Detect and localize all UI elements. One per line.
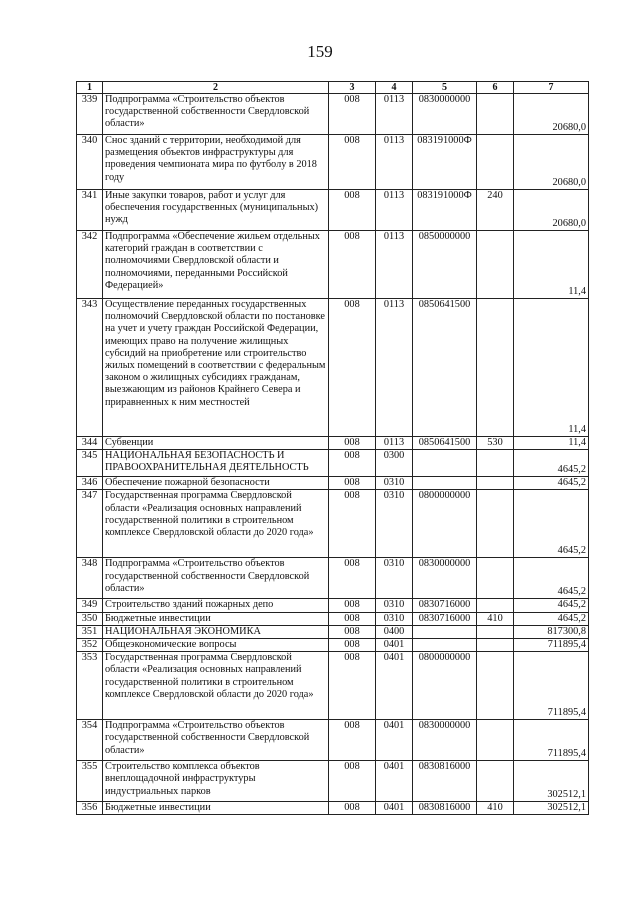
table-row — [77, 231, 589, 299]
budget-table — [76, 81, 589, 815]
row-number-cell: 348 — [77, 558, 103, 599]
ministry-code-cell: 008 — [329, 720, 376, 761]
row-number-cell: 350 — [77, 612, 103, 625]
row-name-cell: Подпрограмма «Строительство объектов государственной собственности Свердловской области» — [103, 94, 329, 135]
table-row — [77, 190, 589, 231]
table-row — [77, 299, 589, 437]
table-row — [77, 802, 589, 815]
table-row — [77, 639, 589, 652]
expense-type-cell: 240 — [477, 190, 514, 231]
target-article-cell — [413, 450, 477, 477]
expense-type-cell: 410 — [477, 612, 514, 625]
ministry-code-cell: 008 — [329, 94, 376, 135]
target-article-cell: 0830000000 — [413, 94, 477, 135]
amount-cell: 711895,4 — [514, 639, 589, 652]
expense-type-cell — [477, 299, 514, 437]
expense-type-cell: 410 — [477, 802, 514, 815]
row-number-cell: 344 — [77, 437, 103, 450]
table-row — [77, 94, 589, 135]
amount-cell: 302512,1 — [514, 802, 589, 815]
target-article-cell: 0830816000 — [413, 802, 477, 815]
page-number: 159 — [307, 42, 333, 61]
row-number-cell: 340 — [77, 135, 103, 190]
section-code-cell: 0401 — [376, 761, 413, 802]
row-name-cell: Снос зданий с территории, необходимой для размещения объектов инфраструктуры для проведения чемпионата мира по футболу в 2018 году — [103, 135, 329, 190]
section-code-cell: 0310 — [376, 612, 413, 625]
target-article-cell — [413, 625, 477, 638]
amount-cell: 711895,4 — [514, 652, 589, 720]
expense-type-cell — [477, 761, 514, 802]
target-article-cell: 0830816000 — [413, 761, 477, 802]
expense-type-cell — [477, 652, 514, 720]
section-code-cell: 0113 — [376, 231, 413, 299]
ministry-code-cell: 008 — [329, 599, 376, 612]
ministry-code-cell: 008 — [329, 612, 376, 625]
ministry-code-cell: 008 — [329, 652, 376, 720]
target-article-cell: 083191000Ф — [413, 190, 477, 231]
expense-type-cell — [477, 94, 514, 135]
amount-cell: 4645,2 — [514, 558, 589, 599]
row-name-cell: Подпрограмма «Обеспечение жильем отдельных категорий граждан в соответствии с полномочиями Свердловской области и полномочиями, переданными Российской Федерацией» — [103, 231, 329, 299]
row-name-cell: Иные закупки товаров, работ и услуг для обеспечения государственных (муниципальных) нужд — [103, 190, 329, 231]
row-number-cell: 352 — [77, 639, 103, 652]
row-name-cell: Подпрограмма «Строительство объектов государственной собственности Свердловской области» — [103, 558, 329, 599]
section-code-cell: 0300 — [376, 450, 413, 477]
column-header: 5 — [413, 82, 477, 94]
amount-cell: 11,4 — [514, 437, 589, 450]
section-code-cell: 0401 — [376, 652, 413, 720]
table-row — [77, 761, 589, 802]
table-row — [77, 612, 589, 625]
table-row — [77, 652, 589, 720]
section-code-cell: 0113 — [376, 94, 413, 135]
table-row — [77, 477, 589, 490]
target-article-cell — [413, 639, 477, 652]
table-row — [77, 599, 589, 612]
ministry-code-cell: 008 — [329, 639, 376, 652]
expense-type-cell: 530 — [477, 437, 514, 450]
amount-cell: 302512,1 — [514, 761, 589, 802]
section-code-cell: 0400 — [376, 625, 413, 638]
section-code-cell: 0401 — [376, 639, 413, 652]
amount-cell: 4645,2 — [514, 599, 589, 612]
amount-cell: 711895,4 — [514, 720, 589, 761]
amount-cell: 4645,2 — [514, 477, 589, 490]
row-name-cell: Подпрограмма «Строительство объектов государственной собственности Свердловской области» — [103, 720, 329, 761]
table-row — [77, 450, 589, 477]
amount-cell: 11,4 — [514, 231, 589, 299]
expense-type-cell — [477, 477, 514, 490]
column-header: 3 — [329, 82, 376, 94]
row-name-cell: Строительство зданий пожарных депо — [103, 599, 329, 612]
row-number-cell: 355 — [77, 761, 103, 802]
target-article-cell: 0850641500 — [413, 299, 477, 437]
row-name-cell: Субвенции — [103, 437, 329, 450]
target-article-cell: 0800000000 — [413, 490, 477, 558]
ministry-code-cell: 008 — [329, 761, 376, 802]
amount-cell: 20680,0 — [514, 190, 589, 231]
ministry-code-cell: 008 — [329, 299, 376, 437]
row-number-cell: 353 — [77, 652, 103, 720]
row-number-cell: 351 — [77, 625, 103, 638]
expense-type-cell — [477, 135, 514, 190]
amount-cell: 4645,2 — [514, 612, 589, 625]
section-code-cell: 0310 — [376, 558, 413, 599]
row-name-cell: Осуществление переданных государственных полномочий Свердловской области по постановке на учет и учету граждан Российской Федерации, имеющих право на получение жилищных субсидий на приобретение или строительство жилых помещений в соответствии с федеральным законом о жилищных субсидиях гражданам, выезжающим из районов Крайнего Севера и приравненных к ним местностей — [103, 299, 329, 437]
row-name-cell: Государственная программа Свердловской области «Реализация основных направлений государственной политики в строительном комплексе Свердловской области до 2020 года» — [103, 652, 329, 720]
ministry-code-cell: 008 — [329, 190, 376, 231]
row-number-cell: 342 — [77, 231, 103, 299]
table-row — [77, 490, 589, 558]
row-number-cell: 343 — [77, 299, 103, 437]
header-row — [77, 82, 589, 94]
target-article-cell — [413, 477, 477, 490]
table-row — [77, 720, 589, 761]
row-number-cell: 347 — [77, 490, 103, 558]
ministry-code-cell: 008 — [329, 802, 376, 815]
amount-cell: 4645,2 — [514, 490, 589, 558]
target-article-cell: 0800000000 — [413, 652, 477, 720]
row-number-cell: 339 — [77, 94, 103, 135]
table-row — [77, 437, 589, 450]
row-number-cell: 349 — [77, 599, 103, 612]
section-code-cell: 0401 — [376, 720, 413, 761]
column-header: 6 — [477, 82, 514, 94]
section-code-cell: 0310 — [376, 599, 413, 612]
ministry-code-cell: 008 — [329, 135, 376, 190]
section-code-cell: 0113 — [376, 437, 413, 450]
ministry-code-cell: 008 — [329, 490, 376, 558]
expense-type-cell — [477, 720, 514, 761]
table-row — [77, 625, 589, 638]
column-header: 4 — [376, 82, 413, 94]
table-row — [77, 558, 589, 599]
ministry-code-cell: 008 — [329, 231, 376, 299]
section-code-cell: 0310 — [376, 490, 413, 558]
column-header: 7 — [514, 82, 589, 94]
target-article-cell: 0830000000 — [413, 558, 477, 599]
row-name-cell: Бюджетные инвестиции — [103, 612, 329, 625]
ministry-code-cell: 008 — [329, 477, 376, 490]
row-name-cell: НАЦИОНАЛЬНАЯ БЕЗОПАСНОСТЬ И ПРАВООХРАНИТЕЛЬНАЯ ДЕЯТЕЛЬНОСТЬ — [103, 450, 329, 477]
row-number-cell: 345 — [77, 450, 103, 477]
row-name-cell: Строительство комплекса объектов внеплощадочной инфраструктуры индустриальных парков — [103, 761, 329, 802]
section-code-cell: 0113 — [376, 299, 413, 437]
expense-type-cell — [477, 490, 514, 558]
row-name-cell: НАЦИОНАЛЬНАЯ ЭКОНОМИКА — [103, 625, 329, 638]
ministry-code-cell: 008 — [329, 558, 376, 599]
target-article-cell: 0830000000 — [413, 720, 477, 761]
row-number-cell: 341 — [77, 190, 103, 231]
column-header: 1 — [77, 82, 103, 94]
row-name-cell: Государственная программа Свердловской области «Реализация основных направлений государственной политики в строительном комплексе Свердловской области до 2020 года» — [103, 490, 329, 558]
row-number-cell: 356 — [77, 802, 103, 815]
expense-type-cell — [477, 625, 514, 638]
target-article-cell: 0850000000 — [413, 231, 477, 299]
expense-type-cell — [477, 558, 514, 599]
ministry-code-cell: 008 — [329, 625, 376, 638]
row-number-cell: 354 — [77, 720, 103, 761]
amount-cell: 4645,2 — [514, 450, 589, 477]
table-body — [77, 94, 589, 815]
table-row — [77, 135, 589, 190]
amount-cell: 817300,8 — [514, 625, 589, 638]
column-header: 2 — [103, 82, 329, 94]
ministry-code-cell: 008 — [329, 437, 376, 450]
section-code-cell: 0113 — [376, 135, 413, 190]
target-article-cell: 083191000Ф — [413, 135, 477, 190]
target-article-cell: 0830716000 — [413, 612, 477, 625]
target-article-cell: 0850641500 — [413, 437, 477, 450]
section-code-cell: 0113 — [376, 190, 413, 231]
amount-cell: 11,4 — [514, 299, 589, 437]
row-name-cell: Бюджетные инвестиции — [103, 802, 329, 815]
target-article-cell: 0830716000 — [413, 599, 477, 612]
section-code-cell: 0310 — [376, 477, 413, 490]
expense-type-cell — [477, 231, 514, 299]
amount-cell: 20680,0 — [514, 135, 589, 190]
row-number-cell: 346 — [77, 477, 103, 490]
section-code-cell: 0401 — [376, 802, 413, 815]
expense-type-cell — [477, 599, 514, 612]
expense-type-cell — [477, 450, 514, 477]
row-name-cell: Обеспечение пожарной безопасности — [103, 477, 329, 490]
ministry-code-cell: 008 — [329, 450, 376, 477]
expense-type-cell — [477, 639, 514, 652]
amount-cell: 20680,0 — [514, 94, 589, 135]
row-name-cell: Общеэкономические вопросы — [103, 639, 329, 652]
